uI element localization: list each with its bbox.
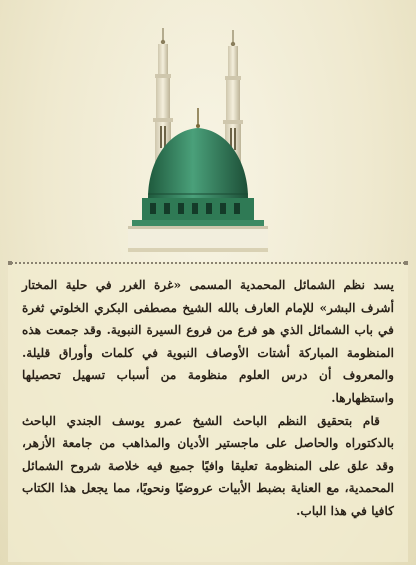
green-dome <box>128 108 268 252</box>
paragraph-editor: قام بتحقيق النظم الباحث الشيخ عمرو يوسف الجندي الباحث بالدكتوراه والحاصل على ماجستير الأديان والمذاهب من جامعة الأزهر، وقد علق على المنظومة تعليقا وافيًا جميع فيه خلاصة شروح الشمائل المحمدية، مع العناية بضبط الأبيات عروضيًا ونحويًا، مما يجعل هذا الكتاب كافيا في هذا الباب. <box>22 413 394 518</box>
corner-ornament <box>404 261 408 265</box>
description-text <box>22 274 394 523</box>
green-dome-mosque-icon <box>118 22 278 262</box>
paragraph-intro: يسد نظم الشمائل المحمدية المسمى «غرة الغرر في حلية المختار أشرف البشر» للإمام العارف بالله الشيخ مصطفى البكري الخلوتي ثغرة في باب الشمائل الذي هو فرع من فروع السيرة النبوية. وقد جمعت هذه المنظومة المباركة أشتات الأوصاف النبوية في كلمات وأوراق قليلة. والمعروف أن درس العلوم منظومة من أسباب تسهيل تحصيلها واستظهارها. <box>22 278 394 405</box>
description-panel <box>8 262 408 562</box>
corner-ornament <box>8 261 12 265</box>
